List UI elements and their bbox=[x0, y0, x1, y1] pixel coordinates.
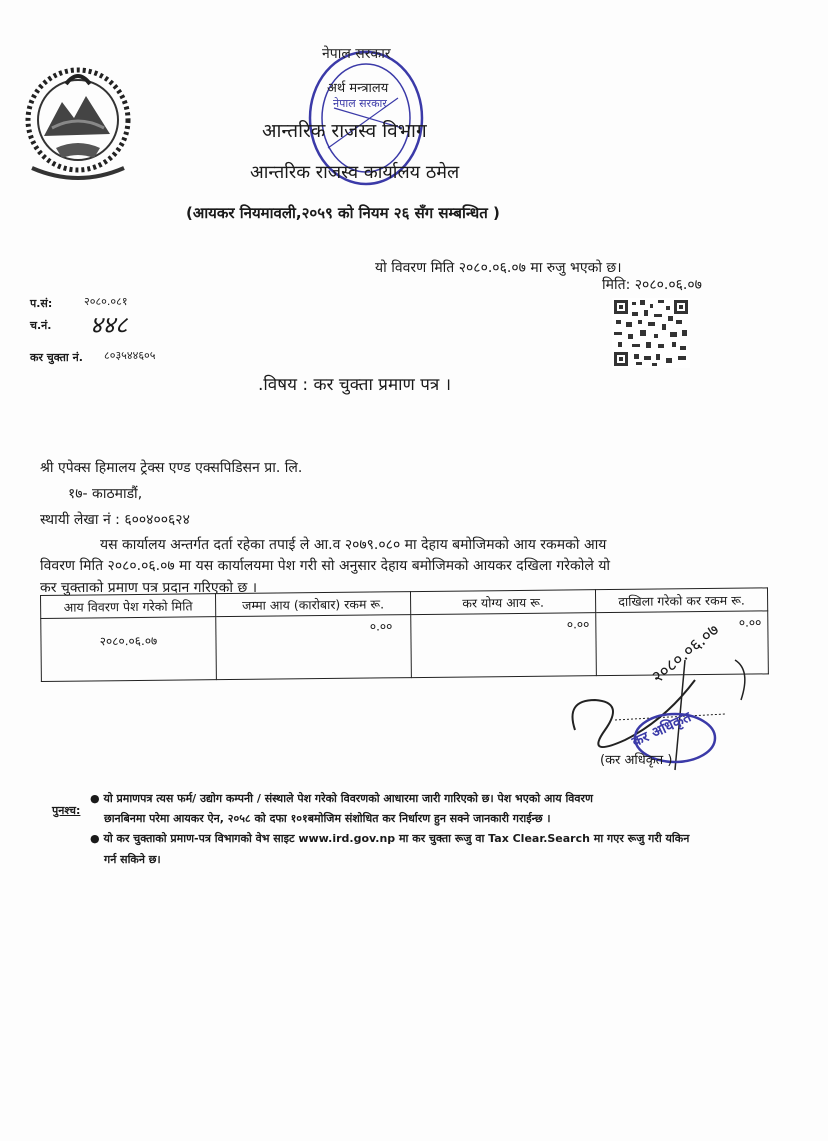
table-header: कर योग्य आय रू. bbox=[410, 590, 595, 615]
notes-title: पुनश्च: bbox=[52, 804, 81, 817]
chn-value: ४४८ bbox=[90, 311, 128, 339]
ps-label: प.सं: bbox=[30, 297, 53, 310]
table-header: जम्मा आय (कारोबार) रकम रू. bbox=[215, 592, 410, 617]
table-header: आय विवरण पेश गरेको मिति bbox=[41, 594, 216, 619]
table-header: दाखिला गरेको कर रकम रू. bbox=[595, 588, 767, 613]
stamp-line-3: नेपाल सरकार bbox=[333, 97, 387, 110]
officer-stamp: कर अधिकृत bbox=[629, 709, 694, 751]
note-text: यो प्रमाणपत्र त्यस फर्म/ उद्योग कम्पनी / संस्थाले पेश गरेको विवरणको आधारमा जारी गारिएको छ। पेश भएको आय विवरण bbox=[103, 792, 593, 805]
ps-value: २०८०.०८१ bbox=[84, 295, 128, 308]
chn-label: च.नं. bbox=[30, 319, 52, 332]
qr-code bbox=[612, 298, 690, 368]
table-cell: ०.०० bbox=[216, 615, 412, 680]
note-text: यो कर चुक्ताको प्रमाण-पत्र विभागको वेभ साइट www.ird.gov.np मा कर चुक्ता रूजु वा Tax Clear.Search मा गएर रूजु गरी यकिन bbox=[103, 832, 690, 845]
clearance-no-value: ८०३५४४६०५ bbox=[104, 349, 156, 362]
signature-date: २०८०.०६.०७ bbox=[647, 619, 724, 688]
body-line-2: विवरण मिति २०८०.०६.०७ मा यस कार्यालयमा पेश गरी सो अनुसार देहाय बमोजिमको आयकर दखिला गरेकोले यो bbox=[40, 558, 611, 574]
subject-line: .विषय : कर चुक्ता प्रमाण पत्र । bbox=[258, 375, 452, 395]
rule-reference: (आयकर नियमावली,२०५९ को नियम २६ सँग सम्बन्धित ) bbox=[186, 204, 500, 222]
stamp-line-1: नेपाल सरकार bbox=[322, 46, 391, 62]
department-heading: आन्तरिक राजस्व विभाग bbox=[262, 120, 427, 142]
table-cell: ०.०० bbox=[596, 611, 769, 676]
addressee-location: १७- काठमाडौं, bbox=[68, 486, 143, 502]
note-item-1-cont: छानबिनमा परेमा आयकर ऐन, २०५८ को दफा १०१बमोजिम संशोधित कर निर्धारण हुन सक्ने जानकारी गराईन्छ । bbox=[104, 812, 551, 825]
note-item-1: ● यो प्रमाणपत्र त्यस फर्म/ उद्योग कम्पनी / संस्थाले पेश गरेको विवरणको आधारमा जारी गारिएको छ। पेश भएको आय विवरण bbox=[90, 792, 593, 805]
pan-number: स्थायी लेखा नं : ६००४००६२४ bbox=[40, 512, 190, 528]
clearance-no-label: कर चुक्ता नं. bbox=[30, 351, 83, 364]
table-cell: २०८०.०६.०७ bbox=[41, 617, 217, 682]
office-heading: आन्तरिक राजस्व कार्यालय ठमेल bbox=[250, 162, 460, 183]
officer-caption: (कर अधिकृत ) bbox=[600, 753, 673, 768]
nepal-government-emblem bbox=[22, 58, 134, 188]
body-line-3: कर चुक्ताको प्रमाण पत्र प्रदान गरिएको छ । bbox=[40, 580, 258, 596]
stamp-line-2: अर्थ मन्त्रालय bbox=[327, 81, 389, 96]
issue-date: मिति: २०८०.०६.०७ bbox=[602, 277, 702, 293]
note-item-2: ● यो कर चुक्ताको प्रमाण-पत्र विभागको वेभ साइट www.ird.gov.np मा कर चुक्ता रूजु वा Tax Clear.Search मा गएर रूजु गरी यकिन bbox=[90, 832, 690, 845]
addressee-name: श्री एपेक्स हिमालय ट्रेक्स एण्ड एक्सपिडिसन प्रा. लि. bbox=[40, 460, 303, 476]
note-item-2-cont: गर्न सकिने छ। bbox=[104, 853, 161, 866]
verification-statement: यो विवरण मिति २०८०.०६.०७ मा रुजु भएको छ। bbox=[375, 260, 622, 276]
body-line-1: यस कार्यालय अन्तर्गत दर्ता रहेका तपाई ले आ.व २०७९.०८० मा देहाय बमोजिमको आय रकमको आय bbox=[100, 537, 607, 553]
table-cell: ०.०० bbox=[411, 613, 597, 678]
